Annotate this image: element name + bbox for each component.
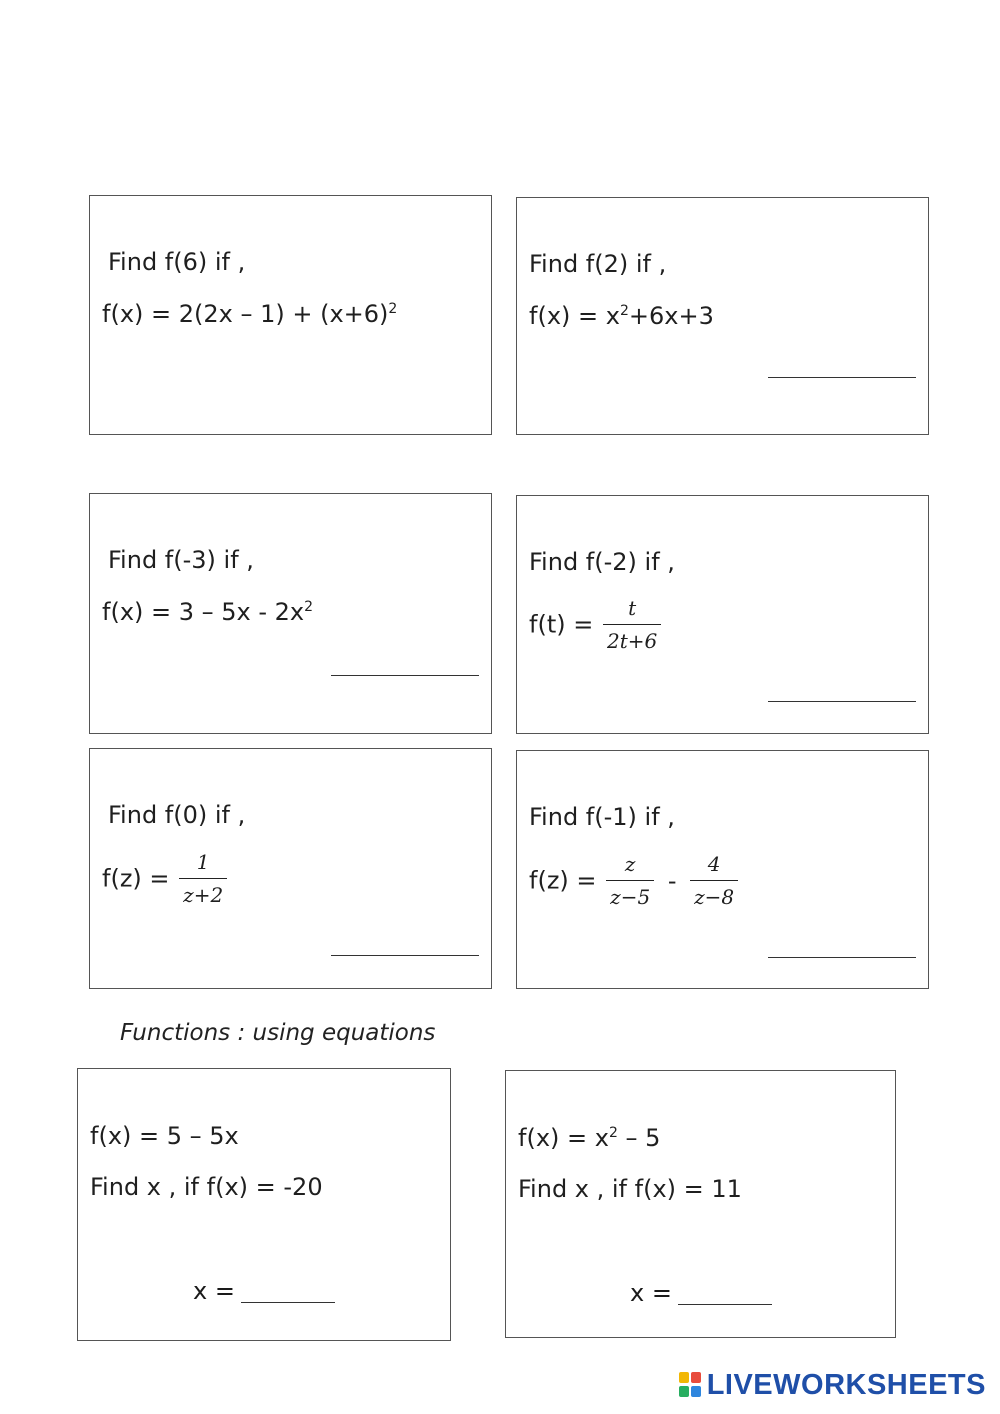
- eq-function: f(x) = 5 – 5x: [90, 1122, 239, 1150]
- answer-line[interactable]: [331, 675, 479, 676]
- card-function: f(z) = $\frac{z}{z-5}$ - $\frac{4}{z-8}$: [529, 852, 740, 909]
- brand-logo: [679, 1368, 986, 1402]
- card-function: $f(x) = x^2+6x+3$: [529, 302, 714, 330]
- card-prompt: Find f(-3) if ,: [108, 546, 254, 574]
- card-function: f(t) = $\frac{t}{2t+6}$: [529, 596, 663, 653]
- eq-question: Find x , if f(x) = -20: [90, 1173, 323, 1201]
- fraction: $\frac{1}{z+2}$: [179, 850, 227, 907]
- section-title: Functions : using equations: [120, 1020, 436, 1046]
- card-prompt: Find f(2) if ,: [529, 250, 667, 278]
- card-function: f(z) = $\frac{1}{z+2}$: [102, 850, 229, 907]
- eq-question: Find x , if f(x) = 11: [518, 1175, 742, 1203]
- eq-function: $f(x) = x^2 - 5$: [518, 1124, 661, 1152]
- card-function: $f(x) = 2(2x - 1) + (x+6)^2$: [102, 300, 398, 328]
- card-prompt: Find f(0) if ,: [108, 801, 246, 829]
- fraction: $\frac{t}{2t+6}$: [603, 596, 661, 653]
- liveworksheets-logo-icon: [679, 1372, 703, 1398]
- answer-line[interactable]: [768, 957, 916, 958]
- card-prompt: Find f(-1) if ,: [529, 803, 675, 831]
- answer-field[interactable]: x =: [193, 1277, 335, 1305]
- brand-name: LIVEWORKSHEETS: [706, 1368, 986, 1401]
- card-prompt: Find f(-2) if ,: [529, 548, 675, 576]
- answer-field[interactable]: x =: [630, 1279, 772, 1307]
- answer-line[interactable]: [768, 701, 916, 702]
- fraction-1: $\frac{z}{z-5}$: [606, 852, 654, 909]
- card-function: $f(x) = 3 - 5x - 2x^2$: [102, 598, 314, 626]
- fraction-2: $\frac{4}{z-8}$: [690, 852, 738, 909]
- answer-line[interactable]: [768, 377, 916, 378]
- card-prompt: Find f(6) if ,: [108, 248, 246, 276]
- answer-line[interactable]: [331, 955, 479, 956]
